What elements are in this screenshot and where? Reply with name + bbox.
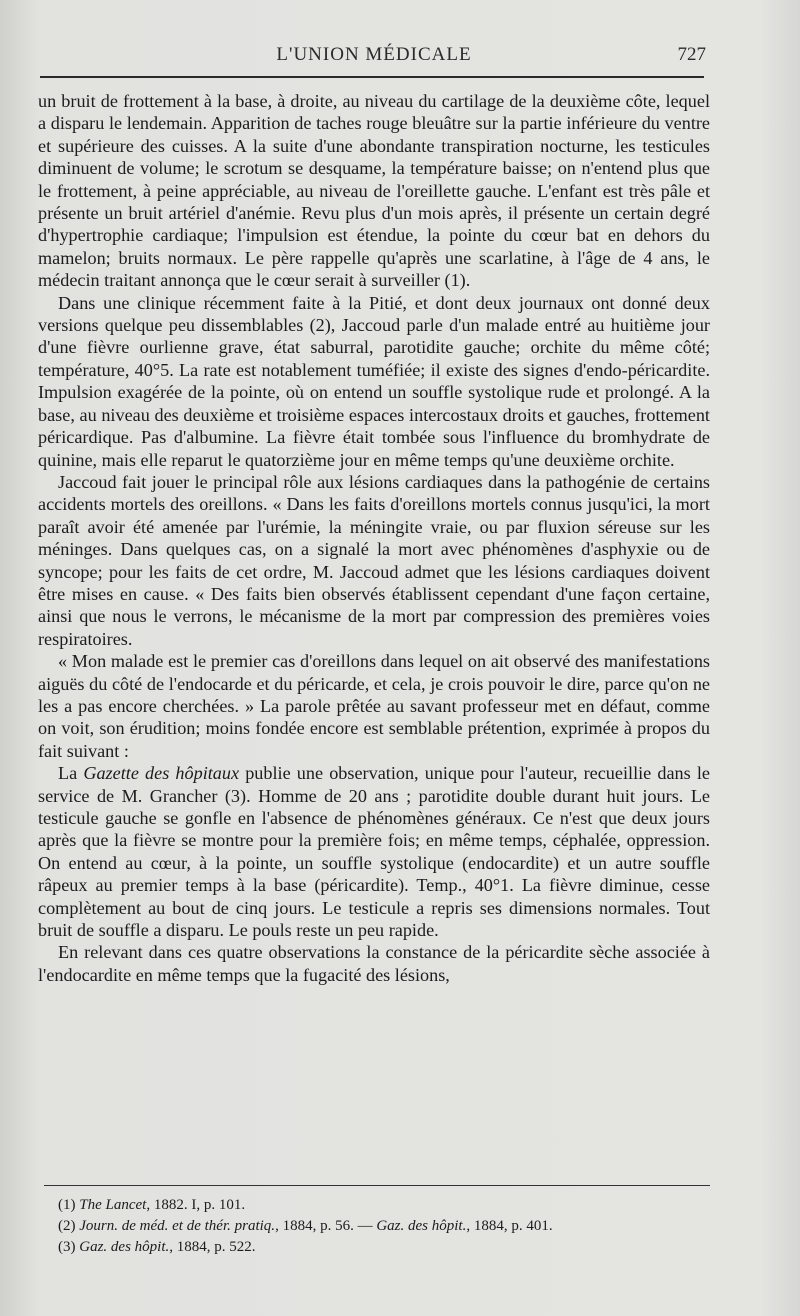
footnote-number: (3) — [58, 1239, 80, 1255]
footnote-rule — [44, 1185, 710, 1186]
paragraph-5 — [38, 762, 710, 941]
footnote-detail: , 1884, p. 56. — — [275, 1218, 377, 1234]
footnote-number: (2) — [58, 1218, 80, 1234]
footnote-source: Gaz. des hôpit. — [79, 1239, 170, 1255]
footnote-source: The Lancet — [79, 1197, 147, 1213]
footnote-2 — [58, 1216, 708, 1237]
footnote-1 — [58, 1195, 708, 1216]
footnote-3 — [58, 1237, 708, 1258]
footnote-detail-2: , 1884, p. 401. — [466, 1218, 553, 1234]
paragraph-1: un bruit de frottement à la base, à droite, au niveau du cartilage de la deuxième côte, lequel a disparu le lendemain. Apparition de taches rouge bleuâtre sur la partie inférieure du ventre et supérieure des cuisses. A la suite d'une abondante transpiration nocturne, les testicules diminuent de volume; le scrotum se desquame, la température baisse; on n'entend plus que le frottement, à peine appréciable, au niveau de l'oreillette gauche. L'enfant est très pâle et présente un bruit artériel d'anémie. Revu plus d'un mois après, il présente un certain degré d'hypertrophie cardiaque; l'impulsion est étendue, la pointe du cœur bat en dehors du mamelon; bruits normaux. Le père rappelle qu'après une scarlatine, à l'âge de 4 ans, le médecin traitant annonça que le cœur serait à surveiller (1). — [38, 91, 710, 291]
footnote-number: (1) — [58, 1197, 80, 1213]
footnotes — [58, 1195, 708, 1258]
paragraph-5-lead: La — [58, 763, 84, 784]
footnote-detail: , 1884, p. 522. — [169, 1239, 256, 1255]
running-title: L'UNION MÉDICALE — [276, 44, 472, 65]
footnote-source: Journ. de méd. et de thér. pratiq. — [79, 1218, 276, 1234]
paragraph-6: En relevant dans ces quatre observations la constance de la péricardite sèche associée à l'endocardite en même temps que la fugacité des lésions, — [38, 942, 710, 985]
main-text — [38, 90, 710, 986]
page-header — [40, 44, 708, 72]
footnote-source-2: Gaz. des hôpit. — [376, 1218, 467, 1234]
paragraph-4: « Mon malade est le premier cas d'oreillons dans lequel on ait observé des manifestations aiguës du côté de l'endocarde et du péricarde, et cela, je crois pouvoir le dire, parce qu'on ne les a pas encore cherchées. » La parole prêtée au savant professeur met en défaut, comme on voit, son érudition; moins fondée encore est semblable prétention, exprimée à propos du fait suivant : — [38, 651, 710, 761]
footnote-detail: , 1882. I, p. 101. — [146, 1197, 246, 1213]
paragraph-5-rest: publie une observation, unique pour l'auteur, recueillie dans le service de M. Grancher (3). Homme de 20 ans ; parotidite double durant huit jours. Le testicule gauche se gonfle en l'absence de phénomènes généraux. Ce n'est que deux jours après que la fièvre se montre pour la première fois; en même temps, céphalée, oppression. On entend au cœur, à la pointe, un souffle systolique (endocardite) et un autre souffle râpeux au premier temps à la base (péricardite). Temp., 40°1. La fièvre diminue, cesse complètement au bout de cinq jours. Le testicule a repris ses dimensions normales. Tout bruit de souffle a disparu. Le pouls reste un peu rapide. — [38, 763, 710, 941]
paragraph-3: Jaccoud fait jouer le principal rôle aux lésions cardiaques dans la pathogénie de certains accidents mortels des oreillons. « Dans les faits d'oreillons mortels connus jusqu'ici, la mort paraît avoir été amenée par l'urémie, la méningite vraie, ou par fluxion séreuse sur les méninges. Dans quelques cas, on a signalé la mort avec phénomènes d'asphyxie ou de syncope; pour les faits de cet ordre, M. Jaccoud admet que les lésions cardiaques doivent être mises en cause. « Des faits bien observés établissent cependant d'une façon certaine, ainsi que nous le verrons, le mécanisme de la mort par compression des premières voies respiratoires. — [38, 471, 710, 649]
paragraph-2: Dans une clinique récemment faite à la Pitié, et dont deux journaux ont donné deux versions quelque peu dissemblables (2), Jaccoud parle d'un malade entré au huitième jour d'une fièvre ourlienne grave, état saburral, parotidite gauche; orchite du même côté; température, 40°5. La rate est notablement tuméfiée; il existe des signes d'endo-péricardite. Impulsion exagérée de la pointe, où on entend un souffle systolique rude et prolongé. A la base, au niveau des deuxième et troisième espaces intercostaux droits et gauches, frottement péricardique. Pas d'albumine. La fièvre était tombée sous l'influence du bromhydrate de quinine, mais elle reparut le quatorzième jour en même temps qu'une deuxième orchite. — [38, 292, 710, 470]
journal-title: Gazette des hôpitaux — [83, 763, 240, 784]
header-rule — [40, 76, 704, 78]
page-number: 727 — [677, 44, 706, 65]
